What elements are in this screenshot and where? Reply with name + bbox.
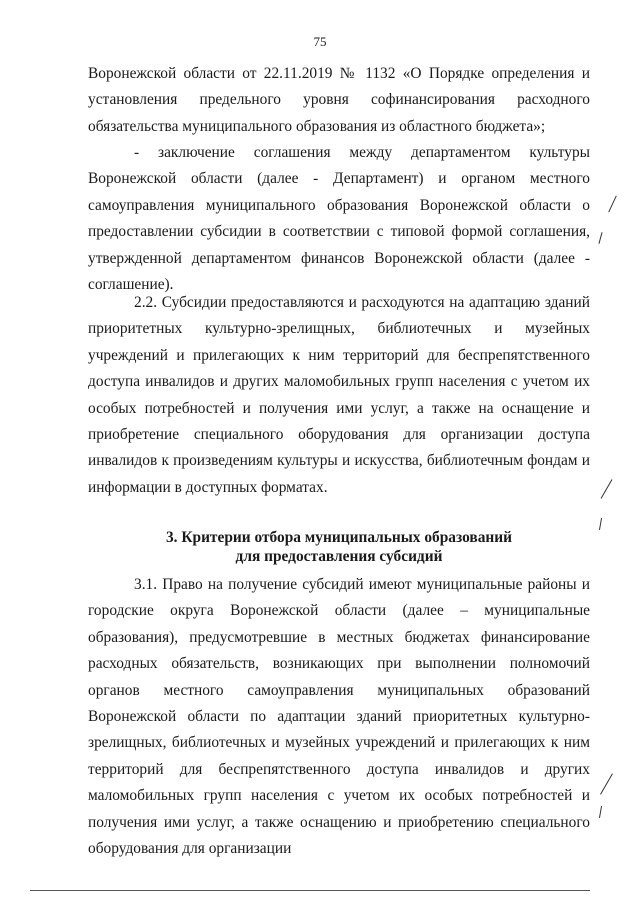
section-heading	[88, 528, 590, 566]
margin-mark	[598, 232, 602, 244]
paragraph-3-1: 3.1. Право на получение субсидий имеют муниципальные районы и городские округа Воронежской области (далее – муниципальные образования), предусмотревшие в местных бюджетах финансирование расходных обязательств, возникающих при выполнении полномочий органов местного самоуправления муниципальных образований Воронежской области по адаптации зданий приоритетных культурно-зрелищных, библиотечных и музейных учреждений и прилегающих к ним территорий для беспрепятственного доступа инвалидов и других маломобильных групп населения с учетом их особых потребностей и получения ими услуг, а также оснащению и приобретению специального оборудования для организации	[88, 576, 590, 858]
margin-mark	[601, 479, 613, 499]
paragraph-continuation: Воронежской области от 22.11.2019 № 1132 «О Порядке определения и установления предельного уровня софинансирования расходного обязательства муниципального образования из областного бюджета»;	[88, 65, 590, 135]
margin-mark	[600, 773, 613, 794]
margin-mark	[599, 806, 602, 818]
margin-mark	[599, 518, 602, 530]
section-heading-line2: для предоставления субсидий	[235, 548, 443, 565]
paragraph-agreement: - заключение соглашения между департаментом культуры Воронежской области (далее - Департамент) и органом местного самоуправления муниципального образования Воронежской области о предоставлении субсидии в соответствии с типовой формой соглашения, утвержденной департаментом финансов Воронежской области (далее - соглашение).	[88, 144, 590, 294]
paragraph-2-2: 2.2. Субсидии предоставляются и расходуются на адаптацию зданий приоритетных культурно-зрелищных, библиотечных и музейных учреждений и прилегающих к ним территорий для беспрепятственного доступа инвалидов и других маломобильных групп населения с учетом их особых потребностей и получения ими услуг, а также на оснащение и приобретение специального оборудования для организации доступа инвалидов к произведениям культуры и искусства, библиотечным фондам и информации в доступных форматах.	[88, 294, 590, 496]
bottom-rule	[30, 890, 590, 891]
margin-mark	[608, 196, 617, 213]
section-heading-line1: 3. Критерии отбора муниципальных образований	[165, 529, 513, 546]
page-number: 75	[313, 34, 327, 49]
